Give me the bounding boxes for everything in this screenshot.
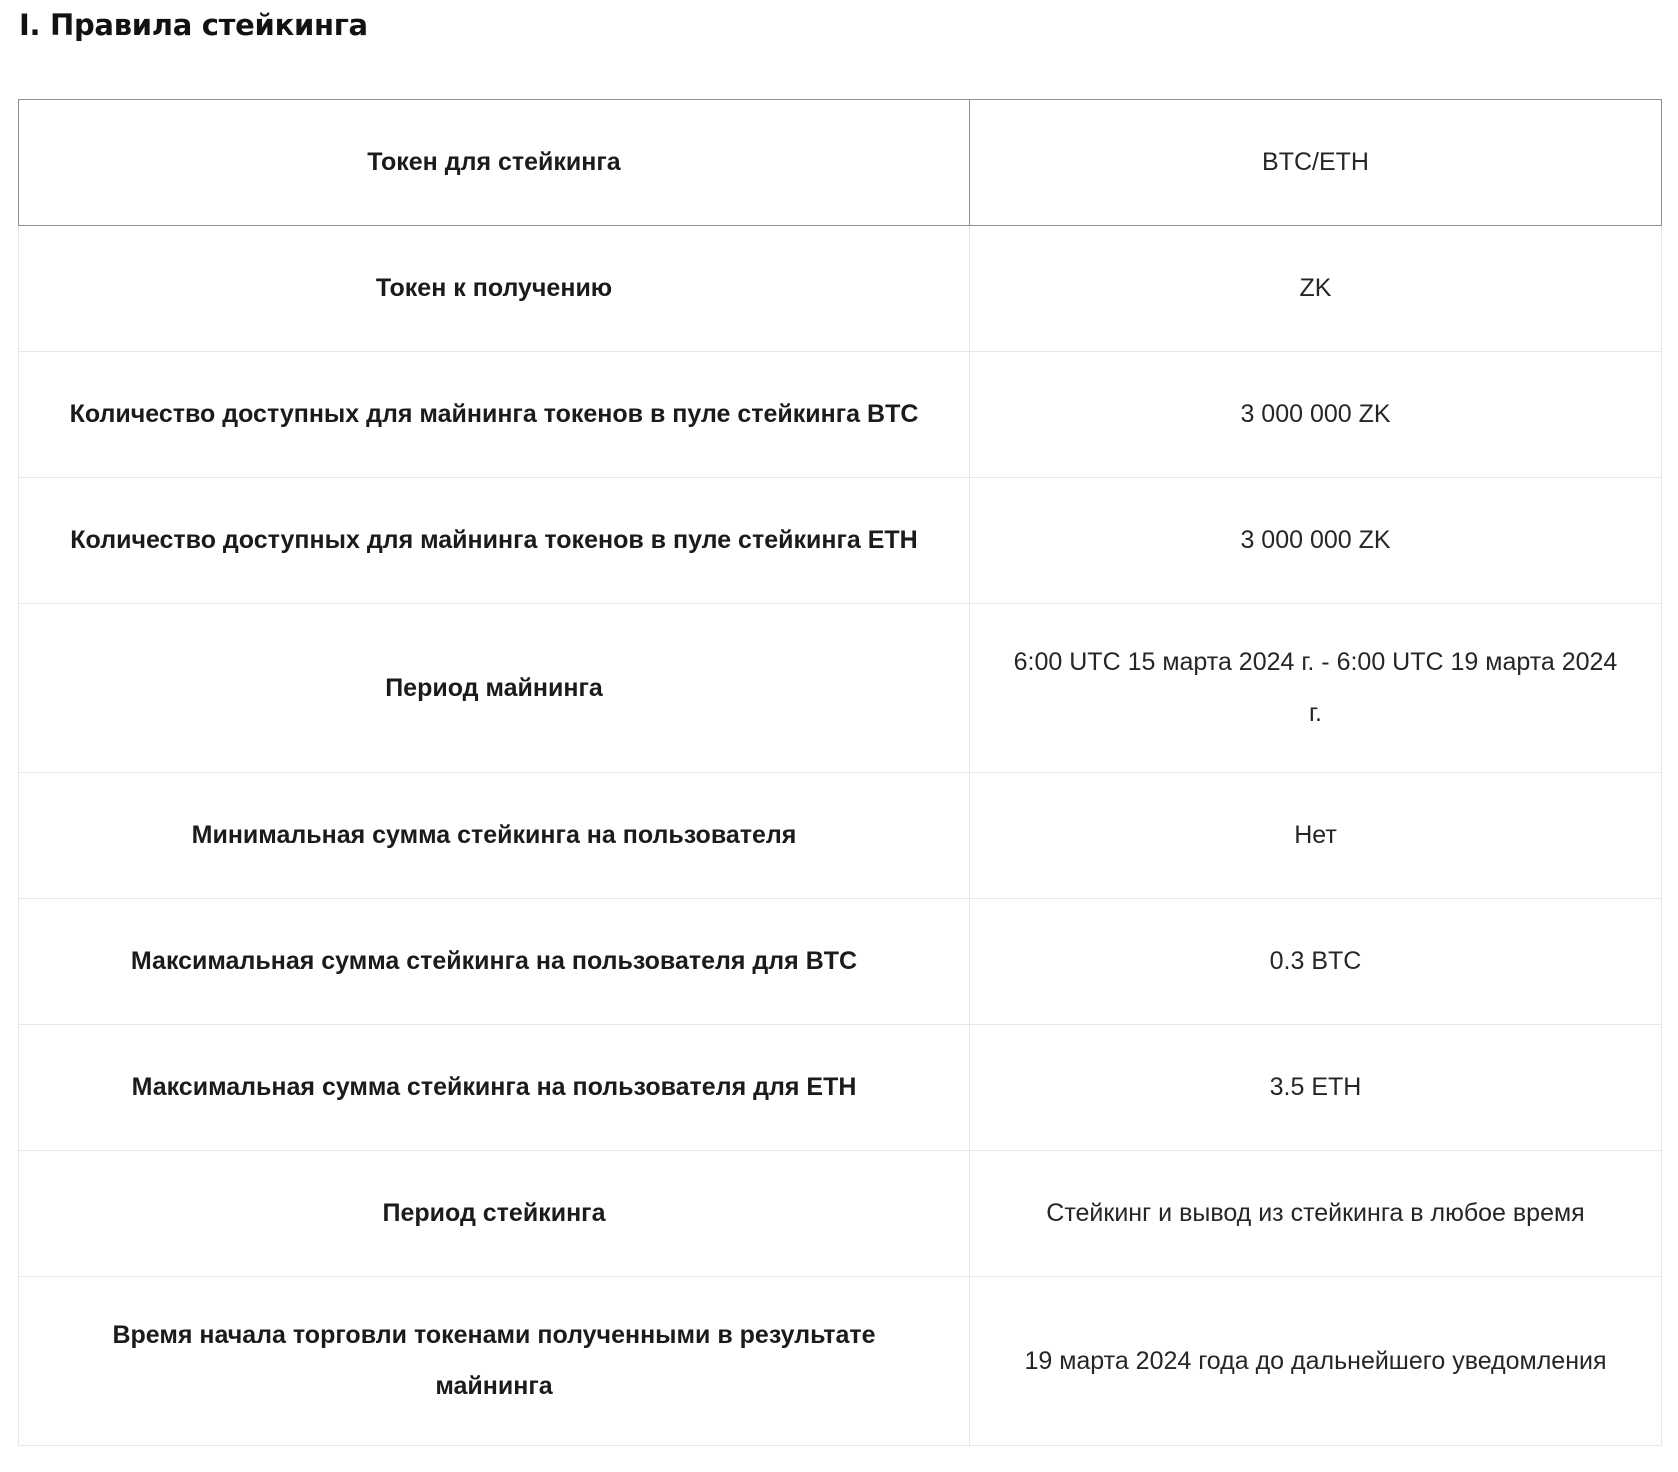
row-value: 3.5 ETH [970,1025,1662,1151]
staking-rules-table [18,99,1662,1446]
table-row-staking-token [19,100,1662,226]
table-row-eth-pool-amount [19,478,1662,604]
table-row-max-stake-eth [19,1025,1662,1151]
table-row-staking-period [19,1151,1662,1277]
row-value: Нет [970,773,1662,899]
table-row-reward-token [19,226,1662,352]
row-label: Время начала торговли токенами полученными в результате майнинга [19,1277,970,1446]
row-label: Максимальная сумма стейкинга на пользователя для BTC [19,899,970,1025]
section-title: I. Правила стейкинга [19,8,368,42]
row-value: Стейкинг и вывод из стейкинга в любое время [970,1151,1662,1277]
row-label: Количество доступных для майнинга токенов в пуле стейкинга BTC [19,352,970,478]
row-value: 3 000 000 ZK [970,478,1662,604]
row-label: Период стейкинга [19,1151,970,1277]
table-row-min-stake [19,773,1662,899]
row-label: Период майнинга [19,604,970,773]
row-value: 19 марта 2024 года до дальнейшего уведомления [970,1277,1662,1446]
row-value: 6:00 UTC 15 марта 2024 г. - 6:00 UTC 19 марта 2024 г. [970,604,1662,773]
row-value: 0.3 BTC [970,899,1662,1025]
table-row-max-stake-btc [19,899,1662,1025]
row-value: ZK [970,226,1662,352]
row-value: 3 000 000 ZK [970,352,1662,478]
table-row-trading-start [19,1277,1662,1446]
row-label: Токен для стейкинга [19,100,970,226]
row-label: Максимальная сумма стейкинга на пользователя для ETH [19,1025,970,1151]
row-label: Токен к получению [19,226,970,352]
row-value: BTC/ETH [970,100,1662,226]
table-row-mining-period [19,604,1662,773]
row-label: Минимальная сумма стейкинга на пользователя [19,773,970,899]
table-row-btc-pool-amount [19,352,1662,478]
row-label: Количество доступных для майнинга токенов в пуле стейкинга ETH [19,478,970,604]
